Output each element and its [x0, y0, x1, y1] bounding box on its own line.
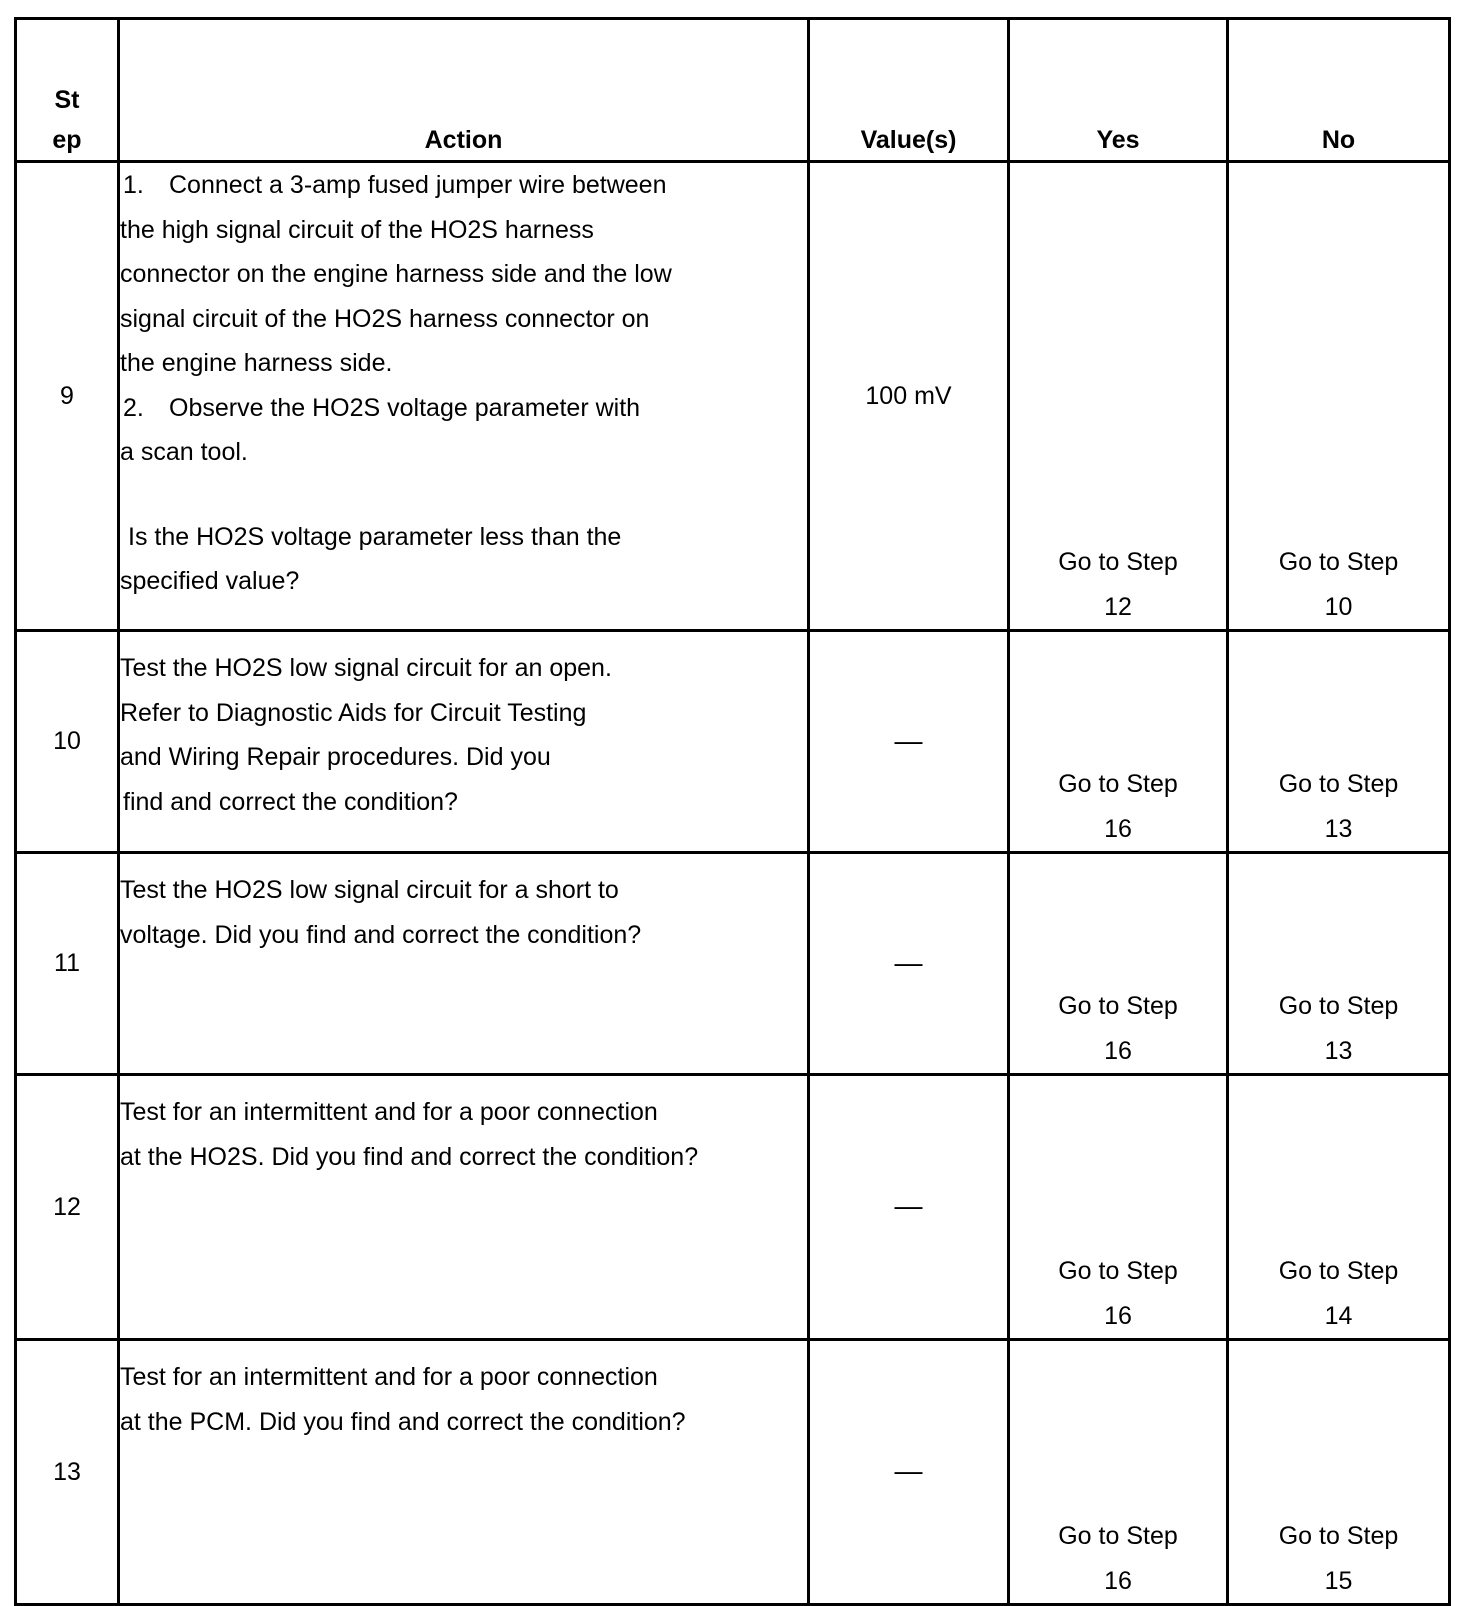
no-cell: [1228, 631, 1450, 853]
list-number: 1.: [123, 171, 144, 199]
table-row: [16, 1340, 1450, 1605]
table-header: [16, 19, 1450, 162]
yes-goto-label: Go to Step: [1058, 992, 1178, 1020]
action-cell: [119, 853, 809, 1075]
action-line: Test the HO2S low signal circuit for a short to: [120, 876, 619, 904]
table-row: [16, 853, 1450, 1075]
value-dash: —: [894, 1455, 923, 1487]
table-row: [16, 1075, 1450, 1340]
no-goto-label: Go to Step: [1278, 770, 1399, 798]
yes-goto-step: 16: [1104, 1566, 1132, 1595]
yes-goto-label: Go to Step: [1058, 1522, 1178, 1550]
yes-goto-label: Go to Step: [1058, 770, 1178, 798]
action-question: Is the HO2S voltage parameter less than the: [128, 522, 622, 551]
no-goto-step: 10: [1324, 592, 1353, 621]
step-number: 13: [16, 1340, 119, 1605]
yes-goto-label: Go to Step: [1058, 1257, 1178, 1285]
step-number: 12: [16, 1075, 119, 1340]
action-line: voltage. Did you find and correct the condition?: [120, 920, 642, 949]
value-cell: [809, 853, 1009, 1075]
yes-goto-step: 16: [1104, 1301, 1132, 1330]
value-cell: [809, 1340, 1009, 1605]
yes-goto-label: Go to Step: [1058, 548, 1178, 576]
header-row: [16, 19, 1450, 162]
action-line: Test for an intermittent and for a poor connection: [120, 1363, 658, 1391]
no-goto-step: 14: [1324, 1301, 1353, 1330]
action-line: find and correct the condition?: [123, 787, 458, 816]
action-text: Connect a 3-amp fused jumper wire between: [169, 171, 667, 199]
no-goto-label: Go to Step: [1278, 548, 1399, 576]
action-cell: [119, 631, 809, 853]
header-no: No: [1228, 19, 1450, 162]
value-cell: [809, 1075, 1009, 1340]
yes-cell: [1009, 1340, 1228, 1605]
action-line: Test for an intermittent and for a poor connection: [120, 1098, 658, 1126]
value-dash: —: [894, 724, 923, 756]
header-step-line1: St: [54, 86, 80, 114]
action-line: specified value?: [120, 567, 300, 595]
no-cell: [1228, 853, 1450, 1075]
action-cell: [119, 1075, 809, 1340]
action-line: a scan tool.: [120, 438, 248, 466]
action-line: Refer to Diagnostic Aids for Circuit Testing: [120, 698, 587, 727]
action-line: connector on the engine harness side and the low: [120, 260, 672, 288]
no-goto-step: 13: [1324, 814, 1353, 843]
value-dash: —: [894, 1190, 923, 1222]
no-goto-step: 15: [1324, 1566, 1353, 1595]
step-number: 9: [16, 162, 119, 631]
yes-goto-step: 16: [1104, 1036, 1132, 1065]
yes-cell: [1009, 853, 1228, 1075]
step-number: 10: [16, 631, 119, 853]
table-row: [16, 631, 1450, 853]
action-line: at the HO2S. Did you find and correct the condition?: [120, 1142, 699, 1171]
yes-goto-step: 12: [1104, 592, 1132, 621]
no-goto-step: 13: [1324, 1036, 1353, 1065]
action-line: at the PCM. Did you find and correct the condition?: [120, 1407, 686, 1436]
no-cell: [1228, 162, 1450, 631]
step-number: 11: [16, 853, 119, 1075]
value-dash: —: [894, 946, 923, 978]
action-cell: [119, 1340, 809, 1605]
no-goto-label: Go to Step: [1278, 1522, 1399, 1550]
action-line: the engine harness side.: [120, 349, 393, 377]
action-line: [120, 163, 807, 208]
no-goto-label: Go to Step: [1278, 992, 1399, 1020]
value-cell: 100 mV: [809, 162, 1009, 631]
list-number: 2.: [123, 393, 144, 422]
action-line: the high signal circuit of the HO2S harness: [120, 215, 594, 244]
yes-cell: [1009, 1075, 1228, 1340]
header-step-line2: ep: [52, 126, 82, 154]
no-cell: [1228, 1340, 1450, 1605]
value-cell: [809, 631, 1009, 853]
header-yes: Yes: [1009, 19, 1228, 162]
action-line: signal circuit of the HO2S harness connector on: [120, 304, 650, 333]
action-text: Observe the HO2S voltage parameter with: [169, 393, 641, 422]
action-line: and Wiring Repair procedures. Did you: [120, 743, 551, 771]
yes-cell: [1009, 162, 1228, 631]
yes-cell: [1009, 631, 1228, 853]
table-row: [16, 162, 1450, 631]
header-action: Action: [119, 19, 809, 162]
action-cell: [119, 162, 809, 631]
header-values: Value(s): [809, 19, 1009, 162]
no-goto-label: Go to Step: [1278, 1257, 1399, 1285]
header-step: [16, 19, 119, 162]
diagnostic-table: [14, 17, 1451, 1606]
action-line: [120, 386, 807, 431]
spacer: [120, 475, 807, 515]
no-cell: [1228, 1075, 1450, 1340]
yes-goto-step: 16: [1104, 814, 1132, 843]
action-line: Test the HO2S low signal circuit for an open.: [120, 654, 612, 682]
